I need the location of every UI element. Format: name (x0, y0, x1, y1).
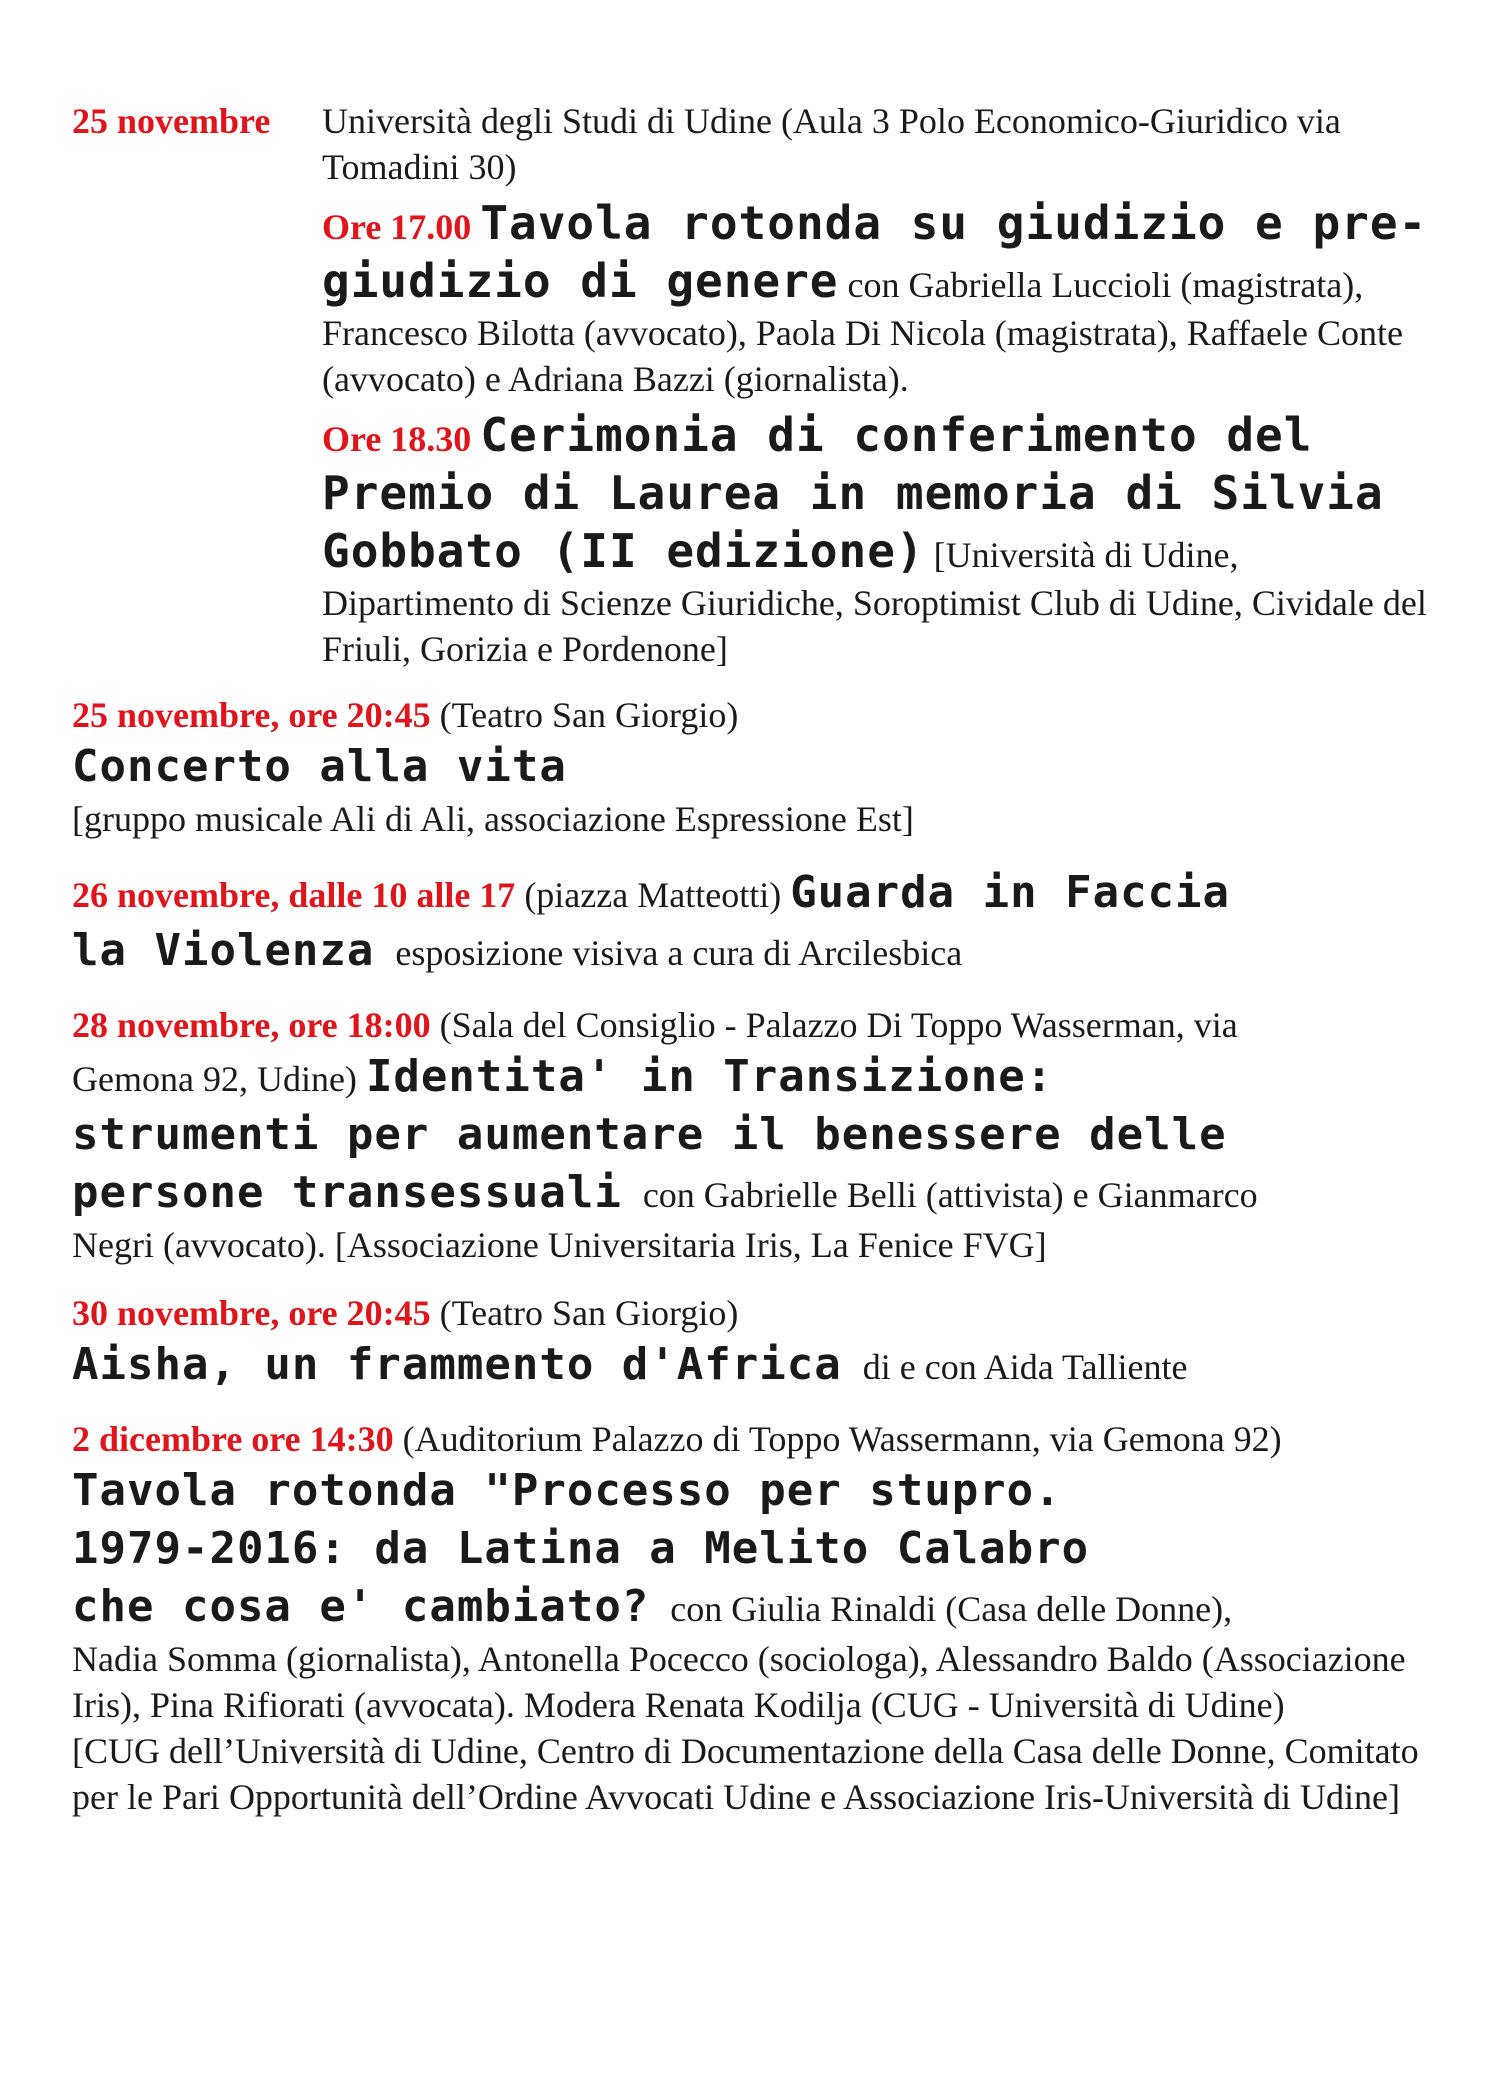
session-time: Ore 18.30 (322, 419, 472, 459)
event-date: 26 novembre, dalle 10 alle 17 (72, 875, 516, 915)
event-details: esposizione visiva a cura di Arcilesbica (395, 933, 963, 973)
event-guarda-in-faccia (72, 864, 1432, 980)
event-venue: (Teatro San Giorgio) (439, 1293, 739, 1333)
event-date: 2 dicembre ore 14:30 (72, 1419, 394, 1459)
event-details: con Gabrielle Belli (attivista) e Gianmarco (642, 1175, 1258, 1215)
event-date: 25 novembre (72, 101, 271, 141)
event-title-continued: strumenti per aumentare il benessere delle (72, 1109, 1227, 1160)
event-date: 25 novembre, ore 20:45 (72, 695, 431, 735)
event-title: Identita' in Transizione: (365, 1051, 1054, 1102)
event-identita-transizione (72, 1002, 1432, 1268)
event-venue: (Teatro San Giorgio) (439, 695, 739, 735)
event-title: Tavola rotonda "Processo per stupro. (72, 1465, 1062, 1516)
event-25-novembre-university (72, 98, 1432, 672)
event-title-continued: la Violenza (72, 925, 375, 976)
event-venue: (Auditorium Palazzo di Toppo Wassermann, via Gemona 92) (402, 1419, 1282, 1459)
event-details: [gruppo musicale Ali di Ali, associazione Espressione Est] (72, 799, 914, 839)
event-concerto (72, 692, 1432, 842)
event-details: con Giulia Rinaldi (Casa delle Donne), (670, 1589, 1233, 1629)
event-details: di e con Aida Talliente (862, 1347, 1188, 1387)
event-details-continued: Nadia Somma (giornalista), Antonella Pocecco (sociologa), Alessandro Baldo (Associazione Iris), Pina Rifiorati (avvocata). Modera Renata Kodilja (CUG - Università di Udine) (72, 1639, 1406, 1725)
session-title: Cerimonia di conferimento del Premio di Laurea in memoria di Silvia Gobbato (II edizione) (322, 408, 1384, 578)
session-details: [Università di Udine, Dipartimento di Scienze Giuridiche, Soroptimist Club di Udine, Cividale del Friuli, Gorizia e Pordenone] (322, 535, 1427, 669)
event-date: 30 novembre, ore 20:45 (72, 1293, 431, 1333)
event-processo-per-stupro (72, 1416, 1432, 1820)
event-title: Concerto alla vita (72, 741, 567, 792)
event-title-continued: 1979-2016: da Latina a Melito Calabro (72, 1523, 1090, 1574)
event-venue-continued: Gemona 92, Udine) (72, 1059, 357, 1099)
event-venue: (Sala del Consiglio - Palazzo Di Toppo Wasserman, via (439, 1005, 1238, 1045)
session-details: con Gabriella Luccioli (magistrata), Francesco Bilotta (avvocato), Paola Di Nicola (magistrata), Raffaele Conte (avvocato) e Adriana Bazzi (giornalista). (322, 265, 1403, 399)
programme-page (72, 98, 1432, 1820)
event-details-continued: Negri (avvocato). [Associazione Universitaria Iris, La Fenice FVG] (72, 1225, 1047, 1265)
event-title-continued: persone transessuali (72, 1167, 622, 1218)
session-title: Tavola rotonda su giudizio e pre-giudizio di genere (322, 196, 1428, 308)
session-1700 (322, 194, 1432, 402)
event-organizers: [CUG dell’Università di Udine, Centro di Documentazione della Casa delle Donne, Comitato per le Pari Opportunità dell’Ordine Avvocati Udine e Associazione Iris-Università di Udine] (72, 1731, 1419, 1817)
event-title-continued: che cosa e' cambiato? (72, 1581, 650, 1632)
event-date: 28 novembre, ore 18:00 (72, 1005, 431, 1045)
event-venue: (piazza Matteotti) (524, 875, 782, 915)
event-body (322, 98, 1432, 672)
event-aisha (72, 1290, 1432, 1394)
event-title: Aisha, un frammento d'Africa (72, 1339, 842, 1390)
session-1830 (322, 406, 1432, 672)
event-venue: Università degli Studi di Udine (Aula 3 Polo Economico-Giuridico via Tomadini 30) (322, 101, 1341, 187)
session-time: Ore 17.00 (322, 207, 472, 247)
event-title: Guarda in Faccia (790, 867, 1231, 918)
